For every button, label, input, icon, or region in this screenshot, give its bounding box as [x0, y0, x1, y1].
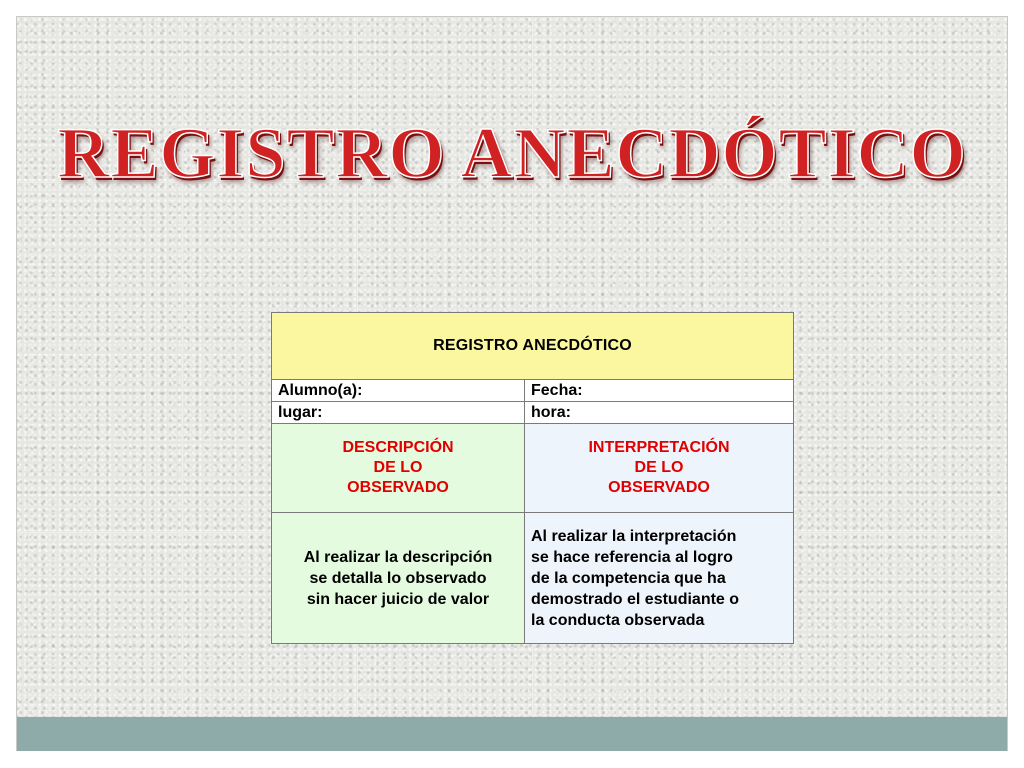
interpretation-body: Al realizar la interpretación se hace referencia al logro de la competencia que ha demostrado el estudiante o la conducta observada [525, 513, 794, 644]
table-row [272, 402, 794, 424]
section-heading-row [272, 424, 794, 513]
slide [16, 16, 1008, 751]
slide-title: REGISTRO ANECDÓTICO [57, 113, 967, 193]
description-heading: DESCRIPCIÓN DE LO OBSERVADO [272, 424, 525, 513]
student-field-label: Alumno(a): [272, 380, 525, 402]
time-field-label: hora: [525, 402, 794, 424]
footer-bar [17, 717, 1007, 751]
description-body: Al realizar la descripción se detalla lo observado sin hacer juicio de valor [272, 513, 525, 644]
table-row [272, 380, 794, 402]
anecdotal-record-table [271, 312, 794, 644]
table-header: REGISTRO ANECDÓTICO [272, 313, 794, 380]
table-header-row [272, 313, 794, 380]
section-body-row [272, 513, 794, 644]
date-field-label: Fecha: [525, 380, 794, 402]
interpretation-heading: INTERPRETACIÓN DE LO OBSERVADO [525, 424, 794, 513]
place-field-label: lugar: [272, 402, 525, 424]
